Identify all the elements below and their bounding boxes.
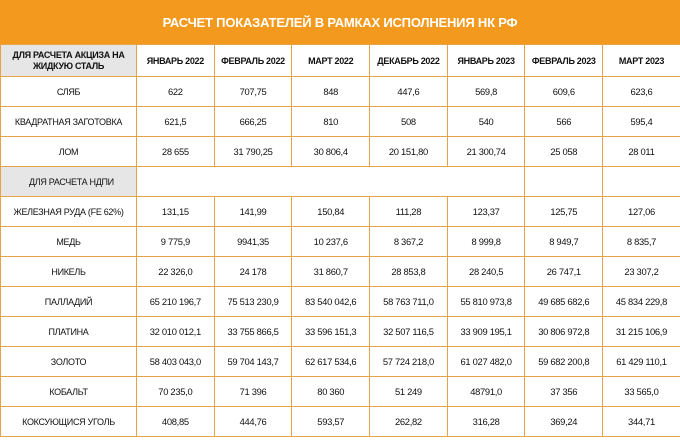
table-cell: 49 685 682,6 [525, 287, 603, 317]
header-label: ДЛЯ РАСЧЕТА АКЦИЗА НА ЖИДКУЮ СТАЛЬ [1, 45, 137, 77]
table-cell: 31 215 106,9 [603, 317, 680, 347]
table-cell: 131,15 [137, 197, 215, 227]
table-cell: 70 235,0 [137, 377, 215, 407]
table-cell: 21 300,74 [447, 137, 525, 167]
table-cell: 9 775,9 [137, 227, 215, 257]
column-header: ЯНВАРЬ 2023 [447, 45, 525, 77]
table-row [1, 107, 680, 137]
table-cell: 33 755 866,5 [214, 317, 292, 347]
table-cell: 75 513 230,9 [214, 287, 292, 317]
table-cell: 59 682 200,8 [525, 347, 603, 377]
table-row [1, 317, 680, 347]
table-cell: 344,71 [603, 407, 680, 437]
table-cell: 80 360 [292, 377, 370, 407]
table-cell: 51 249 [370, 377, 448, 407]
table-cell: 593,57 [292, 407, 370, 437]
column-header: ФЕВРАЛЬ 2022 [214, 45, 292, 77]
table-cell: 24 178 [214, 257, 292, 287]
table-cell: 848 [292, 77, 370, 107]
table-cell: 566 [525, 107, 603, 137]
table-cell: 58 403 043,0 [137, 347, 215, 377]
row-label: КОБАЛЬТ [1, 377, 137, 407]
table-cell: 609,6 [525, 77, 603, 107]
table-cell: 262,82 [370, 407, 448, 437]
table-row [1, 287, 680, 317]
table-cell: 33 565,0 [603, 377, 680, 407]
table-cell: 28 011 [603, 137, 680, 167]
row-label: ЖЕЛЕЗНАЯ РУДА (FE 62%) [1, 197, 137, 227]
table-cell: 10 237,6 [292, 227, 370, 257]
table-cell: 55 810 973,8 [447, 287, 525, 317]
table-cell: 61 027 482,0 [447, 347, 525, 377]
table-cell: 33 909 195,1 [447, 317, 525, 347]
table-cell: 444,76 [214, 407, 292, 437]
table-row [1, 407, 680, 437]
table-cell: 30 806 972,8 [525, 317, 603, 347]
table-row [1, 347, 680, 377]
table-cell: 59 704 143,7 [214, 347, 292, 377]
table-cell: 20 151,80 [370, 137, 448, 167]
table-cell: 31 790,25 [214, 137, 292, 167]
row-label: ПЛАТИНА [1, 317, 137, 347]
table-row [1, 227, 680, 257]
table-cell: 26 747,1 [525, 257, 603, 287]
table-cell: 810 [292, 107, 370, 137]
table-cell: 621,5 [137, 107, 215, 137]
column-header: МАРТ 2022 [292, 45, 370, 77]
table-cell: 30 806,4 [292, 137, 370, 167]
table-cell: 32 507 116,5 [370, 317, 448, 347]
table-cell: 127,06 [603, 197, 680, 227]
table-cell: 8 367,2 [370, 227, 448, 257]
table-cell: 141,99 [214, 197, 292, 227]
table-row [1, 137, 680, 167]
table-cell: 25 058 [525, 137, 603, 167]
table-cell: 9941,35 [214, 227, 292, 257]
table-cell: 707,75 [214, 77, 292, 107]
row-label: ЗОЛОТО [1, 347, 137, 377]
row-label: КОКСУЮЩИСЯ УГОЛЬ [1, 407, 137, 437]
table-cell: 111,28 [370, 197, 448, 227]
row-label: СЛЯБ [1, 77, 137, 107]
table-cell: 28 853,8 [370, 257, 448, 287]
table-cell: 408,85 [137, 407, 215, 437]
table-cell: 595,4 [603, 107, 680, 137]
column-header: ФЕВРАЛЬ 2023 [525, 45, 603, 77]
table-cell: 369,24 [525, 407, 603, 437]
table-cell: 316,28 [447, 407, 525, 437]
column-header: ДЕКАБРЬ 2022 [370, 45, 448, 77]
table-cell: 447,6 [370, 77, 448, 107]
table-row [1, 257, 680, 287]
table-cell: 37 356 [525, 377, 603, 407]
column-header: ЯНВАРЬ 2022 [137, 45, 215, 77]
table-cell: 8 949,7 [525, 227, 603, 257]
table-cell: 123,37 [447, 197, 525, 227]
indicators-table [0, 44, 680, 437]
empty-cell [603, 167, 680, 197]
table-cell: 125,75 [525, 197, 603, 227]
column-header: МАРТ 2023 [603, 45, 680, 77]
table-cell: 57 724 218,0 [370, 347, 448, 377]
section-row [1, 167, 680, 197]
table-title: РАСЧЕТ ПОКАЗАТЕЛЕЙ В РАМКАХ ИСПОЛНЕНИЯ НК РФ [0, 0, 680, 44]
table-cell: 540 [447, 107, 525, 137]
table-cell: 508 [370, 107, 448, 137]
table-cell: 71 396 [214, 377, 292, 407]
table-cell: 666,25 [214, 107, 292, 137]
table-cell: 65 210 196,7 [137, 287, 215, 317]
row-label: ЛОМ [1, 137, 137, 167]
table-cell: 8 835,7 [603, 227, 680, 257]
row-label: МЕДЬ [1, 227, 137, 257]
table-cell: 28 240,5 [447, 257, 525, 287]
table-row [1, 77, 680, 107]
table-cell: 58 763 711,0 [370, 287, 448, 317]
table-cell: 623,6 [603, 77, 680, 107]
table-cell: 48791,0 [447, 377, 525, 407]
table-row [1, 197, 680, 227]
empty-cell [525, 167, 603, 197]
table-cell: 23 307,2 [603, 257, 680, 287]
table-cell: 28 655 [137, 137, 215, 167]
empty-cell [137, 167, 525, 197]
table-cell: 31 860,7 [292, 257, 370, 287]
table-cell: 33 596 151,3 [292, 317, 370, 347]
table-cell: 62 617 534,6 [292, 347, 370, 377]
table-cell: 32 010 012,1 [137, 317, 215, 347]
row-label: НИКЕЛЬ [1, 257, 137, 287]
table-cell: 569,8 [447, 77, 525, 107]
table-row [1, 377, 680, 407]
row-label: КВАДРАТНАЯ ЗАГОТОВКА [1, 107, 137, 137]
table-cell: 83 540 042,6 [292, 287, 370, 317]
row-label: ПАЛЛАДИЙ [1, 287, 137, 317]
table-cell: 622 [137, 77, 215, 107]
table-cell: 150,84 [292, 197, 370, 227]
section-label: ДЛЯ РАСЧЕТА НДПИ [1, 167, 137, 197]
table-cell: 61 429 110,1 [603, 347, 680, 377]
table-cell: 45 834 229,8 [603, 287, 680, 317]
table-cell: 8 999,8 [447, 227, 525, 257]
table-cell: 22 326,0 [137, 257, 215, 287]
header-row [1, 45, 680, 77]
